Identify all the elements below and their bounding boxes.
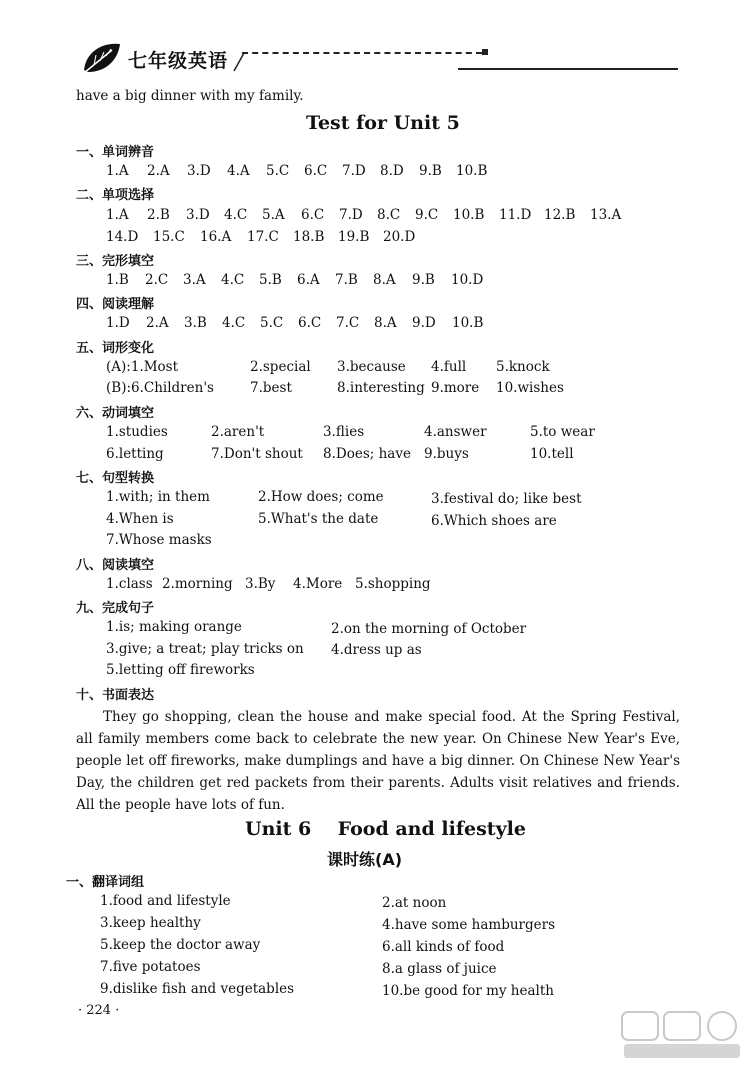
answer: 11.D bbox=[499, 207, 532, 223]
answer: 1.D bbox=[106, 315, 130, 331]
section-label: 九、完成句子 bbox=[76, 601, 155, 616]
answer: 10.B bbox=[452, 315, 484, 331]
answer: 1.B bbox=[106, 272, 129, 288]
answer: 5.What's the date bbox=[258, 511, 379, 527]
section-label: 三、完形填空 bbox=[76, 254, 155, 269]
answer: 9.D bbox=[412, 315, 436, 331]
answer: 9.more bbox=[431, 380, 480, 396]
answer: 6.Which shoes are bbox=[431, 513, 557, 529]
answer: 6.A bbox=[297, 272, 320, 288]
answer: 8.interesting bbox=[337, 380, 425, 396]
answer: 17.C bbox=[247, 229, 279, 245]
answer: 10.tell bbox=[530, 446, 574, 462]
answer: 5.C bbox=[266, 163, 290, 179]
watermark-logo bbox=[618, 1010, 746, 1060]
page-number: · 224 · bbox=[78, 1003, 120, 1018]
unit6-subtitle: 课时练(A) bbox=[327, 850, 403, 869]
answer: 2.How does; come bbox=[258, 489, 384, 505]
header-slash bbox=[230, 52, 246, 72]
unit6-title bbox=[245, 818, 526, 840]
answer: 1.with; in them bbox=[106, 489, 210, 505]
intro-line: have a big dinner with my family. bbox=[76, 88, 304, 104]
answer: 5.A bbox=[262, 207, 285, 223]
section-label: 四、阅读理解 bbox=[76, 297, 155, 312]
answer: 2.aren't bbox=[211, 424, 265, 440]
section-label: 一、翻译词组 bbox=[66, 875, 145, 890]
phrase: 6.all kinds of food bbox=[382, 939, 505, 955]
section-label: 八、阅读填空 bbox=[76, 558, 155, 573]
phrase: 7.five potatoes bbox=[100, 959, 201, 975]
answer: 16.A bbox=[200, 229, 232, 245]
answer: 8.C bbox=[377, 207, 401, 223]
answer: 2.morning bbox=[162, 576, 233, 592]
answer: 14.D bbox=[106, 229, 139, 245]
answer: 1.studies bbox=[106, 424, 168, 440]
section-label: 二、单项选择 bbox=[76, 188, 155, 203]
answer: 4.dress up as bbox=[331, 642, 422, 658]
answer: 7.D bbox=[342, 163, 366, 179]
leaf-icon bbox=[80, 40, 124, 76]
answer: 4.full bbox=[431, 359, 467, 375]
answer: 3.flies bbox=[323, 424, 365, 440]
answer: 5.C bbox=[260, 315, 284, 331]
answer: 8.D bbox=[380, 163, 404, 179]
answer: 6.C bbox=[304, 163, 328, 179]
answer: 9.B bbox=[412, 272, 435, 288]
test-title: Test for Unit 5 bbox=[306, 112, 460, 134]
answer: 12.B bbox=[544, 207, 576, 223]
answer: 10.D bbox=[451, 272, 484, 288]
answer: 7.Don't shout bbox=[211, 446, 303, 462]
answer: (B):6.Children's bbox=[106, 380, 214, 396]
answer: 1.class bbox=[106, 576, 153, 592]
phrase: 8.a glass of juice bbox=[382, 961, 497, 977]
answer: 7.C bbox=[336, 315, 360, 331]
answer: 18.B bbox=[293, 229, 325, 245]
answer: 3.festival do; like best bbox=[431, 491, 582, 507]
answer: 10.B bbox=[456, 163, 488, 179]
answer: 3.D bbox=[187, 163, 211, 179]
answer: 3.A bbox=[183, 272, 206, 288]
essay-text: They go shopping, clean the house and make special food. At the Spring Festival, all family members come back to celebrate the new year. On Chinese New Year's Eve, people let off fireworks, make dumplings and have a big dinner. On Chinese New Year's Day, the children get red packets from their parents. Adults visit relatives and friends. All the people have lots of fun. bbox=[76, 709, 680, 813]
answer: 9.B bbox=[419, 163, 442, 179]
answer: 4.When is bbox=[106, 511, 174, 527]
answer: 9.buys bbox=[424, 446, 469, 462]
answer: 15.C bbox=[153, 229, 185, 245]
answer: 2.C bbox=[145, 272, 169, 288]
answer: 4.A bbox=[227, 163, 250, 179]
answer: 10.wishes bbox=[496, 380, 564, 396]
header-rule bbox=[458, 68, 678, 70]
phrase: 1.food and lifestyle bbox=[100, 893, 231, 909]
answer: 2.A bbox=[146, 315, 169, 331]
phrase: 2.at noon bbox=[382, 895, 447, 911]
answer: 4.C bbox=[222, 315, 246, 331]
answer: 3.By bbox=[245, 576, 276, 592]
essay-paragraph bbox=[76, 706, 680, 816]
answer: 3.B bbox=[184, 315, 207, 331]
phrase: 9.dislike fish and vegetables bbox=[100, 981, 295, 997]
answer: 7.B bbox=[335, 272, 358, 288]
section-label: 五、词形变化 bbox=[76, 341, 155, 356]
answer: 4.C bbox=[224, 207, 248, 223]
answer: 2.special bbox=[250, 359, 311, 375]
answer: 4.C bbox=[221, 272, 245, 288]
section-label: 六、动词填空 bbox=[76, 406, 155, 421]
answer: 4.More bbox=[293, 576, 343, 592]
phrase: 3.keep healthy bbox=[100, 915, 201, 931]
answer: 4.answer bbox=[424, 424, 487, 440]
answer: 1.is; making orange bbox=[106, 619, 242, 635]
answer: 2.on the morning of October bbox=[331, 621, 527, 637]
answer: 5.shopping bbox=[355, 576, 431, 592]
answer: 20.D bbox=[383, 229, 416, 245]
unit6-title-text: Unit 6 Food and lifestyle bbox=[245, 818, 526, 840]
answer: 2.A bbox=[147, 163, 170, 179]
answer: 8.A bbox=[373, 272, 396, 288]
phrase: 4.have some hamburgers bbox=[382, 917, 556, 933]
answer: 3.give; a treat; play tricks on bbox=[106, 641, 304, 657]
answer: 8.Does; have bbox=[323, 446, 411, 462]
answer: 9.C bbox=[415, 207, 439, 223]
section-label: 七、句型转换 bbox=[76, 471, 155, 486]
answer: 10.B bbox=[453, 207, 485, 223]
answer: 6.letting bbox=[106, 446, 164, 462]
section-label: 一、单词辨音 bbox=[76, 145, 155, 160]
section-label: 十、书面表达 bbox=[76, 688, 155, 703]
answer: 3.D bbox=[186, 207, 210, 223]
answer: 2.B bbox=[147, 207, 170, 223]
answer: 6.C bbox=[301, 207, 325, 223]
phrase: 5.keep the doctor away bbox=[100, 937, 261, 953]
answer: 5.knock bbox=[496, 359, 550, 375]
answer: 7.Whose masks bbox=[106, 532, 212, 548]
phrase: 10.be good for my health bbox=[382, 983, 554, 999]
answer: (A):1.Most bbox=[106, 359, 179, 375]
book-title: 七年级英语 bbox=[128, 50, 229, 72]
answer: 8.A bbox=[374, 315, 397, 331]
answer: 13.A bbox=[590, 207, 622, 223]
answer: 7.best bbox=[250, 380, 292, 396]
answer: 19.B bbox=[338, 229, 370, 245]
answer: 1.A bbox=[106, 163, 129, 179]
answer: 5.letting off fireworks bbox=[106, 662, 255, 678]
answer: 5.B bbox=[259, 272, 282, 288]
answer: 5.to wear bbox=[530, 424, 595, 440]
answer: 1.A bbox=[106, 207, 129, 223]
header-dash-end bbox=[482, 49, 488, 55]
header-dashed-line bbox=[242, 52, 482, 54]
answer: 6.C bbox=[298, 315, 322, 331]
answer: 7.D bbox=[339, 207, 363, 223]
answer: 3.because bbox=[337, 359, 406, 375]
